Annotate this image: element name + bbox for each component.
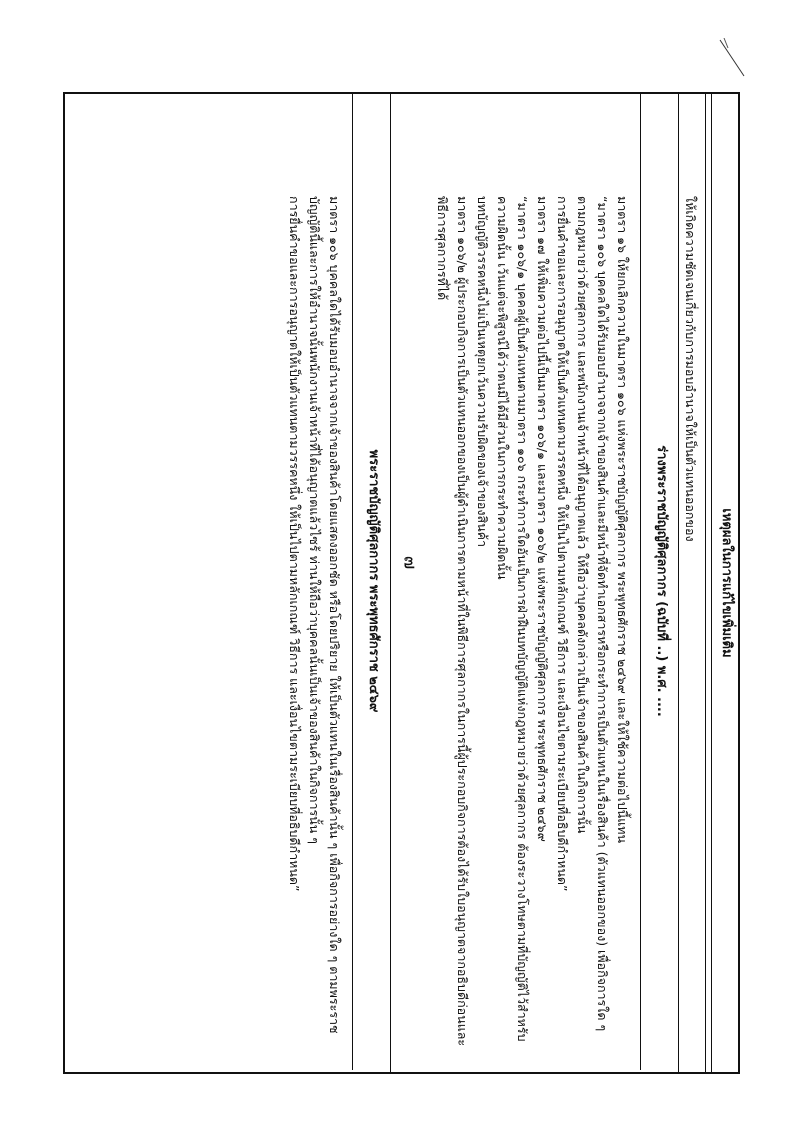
column-header: เหตุผลในการแก้ไขเพิ่มเติม xyxy=(705,94,740,1072)
draft-paragraph: มาตรา ๑๖ ให้ยกเลิกความในมาตรา ๑๐๖ แห่งพระราชบัญญัติศุลกากร พระพุทธศักราช ๒๔๖๙ และให้ใช้ความต่อไปนี้แทน xyxy=(615,196,630,844)
column-header: พระราชบัญญัติศุลกากร พระพุทธศักราช ๒๔๖๙ xyxy=(352,92,387,1070)
column-current-act xyxy=(65,92,387,1074)
draft-paragraph: การยื่นคำขอและการอนุญาตให้เป็นตัวแทนตามวรรคหนึ่ง ให้เป็นไปตามหลักเกณฑ์ วิธีการ และเงื่อนไขตามระเบียบที่อธิบดีกำหนด” xyxy=(555,196,570,892)
act-paragraph: มาตรา ๑๐๖ บุคคลใดได้รับมอบอำนาจจากเจ้าของสินค้าโดยแสดงออกชัด หรือโดยปริยาย ให้เป็นตัวแทนในเรื่องสินค้านั้น ๆ เพื่อกิจการอย่างใด ๆ ตามพระราชบัญญัตินี้และการให้อำนาจนั้นพนักงานเจ้าหน้าที่ได้อนุญาตแล้วไซร้ ท่านให้ถือว่าบุคคลนั้นเป็นเจ้าของสินค้าในกิจการนั้น ๆ xyxy=(307,196,342,1034)
draft-paragraph: มาตรา ๑๗ ให้เพิ่มความต่อไปนี้เป็นมาตรา ๑๐๖/๑ และมาตรา ๑๐๖/๒ แห่งพระราชบัญญัติศุลกากร พระพุทธศักราช ๒๔๖๙ xyxy=(535,196,550,842)
draft-paragraph: มาตรา ๑๐๖/๒ ผู้ประกอบกิจการเป็นตัวแทนออกของเป็นผู้ดำเนินการตามหน้าที่ในพิธีการศุลกากรในการนี้ผู้ประกอบกิจการต้องได้รับใบอนุญาตจากอธิบดีก่อนและพิธีการศุลกากรที่ได้ xyxy=(435,196,470,1047)
draft-paragraph: “มาตรา ๑๐๖ บุคคลใดได้รับมอบอำนาจจากเจ้าของสินค้าและมีหน้าที่จัดทำเอกสารหรือกระทำการเป็นตัวแทนในเรื่องสินค้า (ตัวแทนออกของ) เพื่อกิจการใด ๆ ตามกฎหมายว่าด้วยศุลกากร และพนักงานเจ้าหน้าที่ได้อนุญาตแล้ว ให้ถือว่าบุคคลดังกล่าวเป็นเจ้าของสินค้าในกิจการนั้น xyxy=(575,196,610,1032)
column-header: ร่างพระราชบัญญัติศุลกากร (ฉบับที่ ..) พ.ศ. .... xyxy=(640,92,675,1070)
act-paragraph: การยื่นคำขอและการอนุญาตให้เป็นตัวแทนตามวรรคหนึ่ง ให้เป็นไปตามหลักเกณฑ์ วิธีการ และเงื่อนไขตามระเบียบที่อธิบดีกำหนด” xyxy=(287,196,302,892)
draft-paragraph: บทบัญญัติวรรคหนึ่งไม่เป็นเหตุยกเว้นความรับผิดของเจ้าของสินค้า xyxy=(475,196,490,548)
page-number: ๗ xyxy=(399,555,421,570)
draft-paragraph: “มาตรา ๑๐๖/๑ บุคคลผู้เป็นตัวแทนตามมาตรา ๑๐๖ กระทำการใดอันเป็นการฝ่าฝืนบทบัญญัติแห่งกฎหมายว่าด้วยศุลกากร ต้องระวางโทษตามที่บัญญัติไว้สำหรับความผิดนั้น เว้นแต่จะพิสูจน์ได้ว่าตนมิได้มีส่วนในการกระทำความผิดนั้น xyxy=(495,196,530,1042)
reason-paragraph: ให้เกิดความชัดเจนเกี่ยวกับการมอบอำนาจให้เป็นตัวแทนออกของ xyxy=(683,196,698,542)
scan-mark xyxy=(718,38,748,78)
column-draft xyxy=(390,92,675,1074)
